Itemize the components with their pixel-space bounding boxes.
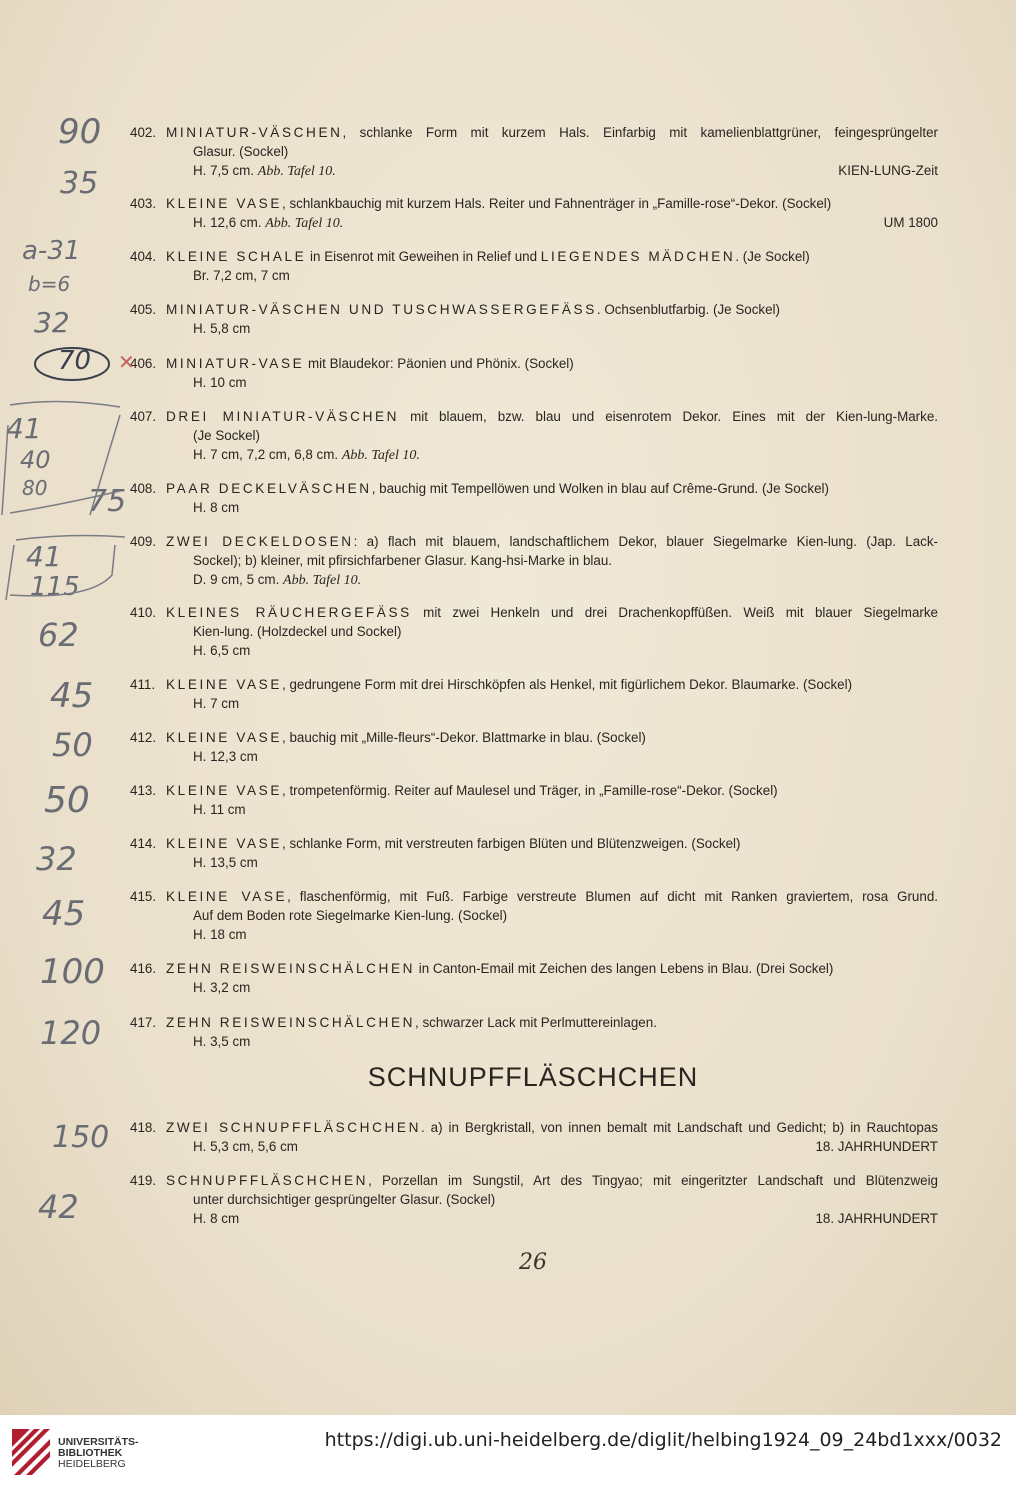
entry-text: mit zwei Henkeln und drei Drachenkopffüßen. Weiß mit blauer Siegelmarke [411, 605, 938, 620]
university-library-logo-icon [10, 1427, 52, 1477]
entry-dimensions: H. 7 cm, 7,2 cm, 6,8 cm. [193, 447, 339, 462]
pencil-annotation: 90 [58, 112, 102, 152]
entry-414 [130, 834, 938, 872]
entry-dimensions: H. 5,8 cm [193, 321, 251, 336]
pencil-bracket-icon [0, 395, 135, 615]
pencil-annotation: 40 [20, 446, 51, 474]
entry-dimensions: H. 12,6 cm. [193, 215, 262, 230]
library-name-line: HEIDELBERG [58, 1458, 126, 1470]
entry-408 [130, 479, 938, 517]
entry-405 [130, 300, 938, 338]
entry-404 [130, 247, 938, 285]
entry-dimensions: H. 3,2 cm [193, 980, 251, 995]
entry-text: , schlanke Form mit kurzem Hals. Einfarbig mit kamelienblattgrüner, feingesprüngelter [342, 125, 938, 140]
entry-title: SCHNUPFFLÄSCHCHEN [166, 1173, 369, 1188]
entry-title: KLEINE VASE [166, 677, 282, 692]
entry-plate-ref: Abb. Tafel 10. [257, 164, 336, 179]
pencil-annotation: a-31 [22, 236, 81, 266]
entry-number: 402. [130, 125, 157, 140]
entry-number: 418. [130, 1120, 157, 1135]
pencil-annotation: 41 [6, 412, 42, 445]
pencil-annotation: 35 [60, 166, 99, 201]
entry-title: MINIATUR-VÄSCHEN UND TUSCHWASSERGEFÄSS [166, 302, 597, 317]
entry-419 [130, 1171, 938, 1228]
entry-402 [130, 123, 938, 181]
entry-text: mit Blaudekor: Päonien und Phönix. (Sockel) [304, 356, 574, 371]
entry-number: 412. [130, 730, 157, 745]
entry-411 [130, 675, 938, 713]
entry-412 [130, 728, 938, 766]
entry-title: ZEHN REISWEINSCHÄLCHEN [166, 961, 416, 976]
entry-text: in Eisenrot mit Geweihen in Relief und [306, 249, 541, 264]
entry-number: 410. [130, 605, 157, 620]
entry-title: KLEINE VASE [166, 836, 282, 851]
entry-410 [130, 603, 938, 660]
entry-dimensions: H. 5,3 cm, 5,6 cm [193, 1139, 298, 1154]
pencil-annotation: 115 [30, 572, 80, 602]
entry-number: 414. [130, 836, 157, 851]
entry-continuation: Kien-lung. (Holzdeckel und Sockel) [193, 624, 402, 639]
pencil-annotation: 75 [88, 484, 127, 519]
library-name-line: UNIVERSITÄTS- [58, 1436, 139, 1448]
entry-text: , bauchig mit Tempellöwen und Wolken in blau auf Crême-Grund. (Je Sockel) [371, 481, 829, 496]
entry-title: KLEINE VASE [166, 889, 288, 904]
entry-dimensions: H. 7 cm [193, 696, 240, 711]
entry-number: 413. [130, 783, 157, 798]
pencil-annotation: 41 [26, 540, 62, 573]
entry-plate-ref: Abb. Tafel 10. [283, 573, 362, 588]
entry-text: , flaschenförmig, mit Fuß. Farbige verstreute Blumen auf dicht mit Ranken graviertem, rosa Grund. [287, 889, 938, 904]
entry-number: 417. [130, 1015, 157, 1030]
entry-413 [130, 781, 938, 819]
pencil-annotation: 120 [40, 1014, 102, 1052]
entry-dimensions: H. 7,5 cm. [193, 163, 255, 178]
entry-dimensions: D. 9 cm, 5 cm. [193, 572, 280, 587]
entry-plate-ref: Abb. Tafel 10. [265, 216, 344, 231]
entry-number: 419. [130, 1173, 157, 1188]
entry-number: 415. [130, 889, 157, 904]
entry-number: 407. [130, 409, 157, 424]
permalink-url[interactable]: https://digi.ub.uni-heidelberg.de/diglit/helbing1924_09_24bd1xxx/0032 [324, 1429, 1002, 1451]
entry-text-2: . (Je Sockel) [735, 249, 810, 264]
entry-406 [130, 354, 938, 392]
entry-continuation: Glasur. (Sockel) [193, 144, 289, 159]
entry-text: , trompetenförmig. Reiter auf Maulesel und Träger, in „Famille-rose“-Dekor. (Sockel) [282, 783, 778, 798]
entry-dimensions: H. 8 cm [193, 500, 240, 515]
entry-title: PAAR DECKELVÄSCHEN [166, 481, 372, 496]
entry-dimensions: H. 18 cm [193, 927, 247, 942]
entry-number: 416. [130, 961, 157, 976]
entry-number: 406. [130, 356, 157, 371]
entry-number: 408. [130, 481, 157, 496]
entry-text: , gedrungene Form mit drei Hirschköpfen als Henkel, mit figürlichem Dekor. Blaumarke. (Sockel) [282, 677, 853, 692]
entry-text: mit blauem, bzw. blau und eisenrotem Dekor. Eines mit der Kien-lung-Marke. [399, 409, 938, 424]
entry-text: . a) in Bergkristall, von innen bemalt mit Landschaft und Gedicht; b) in Rauchtopas [421, 1120, 939, 1135]
library-name [58, 1437, 139, 1470]
entry-date: 18. JAHRHUNDERT [815, 1211, 938, 1226]
pencil-annotation: 42 [38, 1188, 79, 1226]
entry-title: MINIATUR-VÄSCHEN [166, 125, 343, 140]
entry-415 [130, 887, 938, 944]
pencil-annotation: 50 [44, 780, 90, 821]
entry-continuation: unter durchsichtiger gesprüngelter Glasur. (Sockel) [193, 1192, 496, 1207]
entry-title: MINIATUR-VASE [166, 356, 305, 371]
entry-title: ZWEI SCHNUPFFLÄSCHCHEN [166, 1120, 422, 1135]
entry-title: KLEINE SCHALE [166, 249, 307, 264]
pencil-annotation: 32 [36, 840, 77, 878]
entry-dimensions: H. 12,3 cm [193, 749, 258, 764]
entry-continuation: Sockel); b) kleiner, mit pfirsichfarbener Glasur. Kang-hsi-Marke in blau. [193, 553, 612, 568]
pencil-annotation: 80 [22, 476, 48, 500]
entry-418 [130, 1118, 938, 1156]
entry-dimensions: H. 13,5 cm [193, 855, 258, 870]
pencil-annotation: 100 [40, 952, 105, 992]
entry-title: ZEHN REISWEINSCHÄLCHEN [166, 1015, 416, 1030]
pencil-annotation: 45 [50, 676, 94, 716]
entry-title: KLEINES RÄUCHERGEFÄSS [166, 605, 412, 620]
entry-title: KLEINE VASE [166, 730, 282, 745]
pencil-annotation: 62 [38, 616, 79, 654]
entry-number: 411. [130, 677, 156, 692]
pencil-annotation: 50 [52, 726, 93, 764]
entry-date: 18. JAHRHUNDERT [815, 1139, 938, 1154]
entry-dimensions: H. 6,5 cm [193, 643, 251, 658]
entry-title: KLEINE VASE [166, 783, 282, 798]
entry-dimensions: Br. 7,2 cm, 7 cm [193, 268, 290, 283]
entry-dimensions: H. 10 cm [193, 375, 247, 390]
pencil-annotation: 150 [52, 1120, 110, 1155]
entry-title: ZWEI DECKELDOSEN [166, 534, 354, 549]
entry-text: , schwarzer Lack mit Perlmuttereinlagen. [415, 1015, 657, 1030]
red-mark-icon: ✕ [118, 350, 135, 374]
entry-dimensions: H. 8 cm [193, 1211, 240, 1226]
entry-417 [130, 1013, 938, 1051]
entry-text: , Porzellan im Sungstil, Art des Tingyao; mit eingeritzter Landschaft und Blütenzweig [368, 1173, 938, 1188]
pencil-annotation: b=6 [28, 272, 71, 296]
entry-text: : a) flach mit blauem, landschaftlichem Dekor, blauer Siegelmarke Kien-lung. (Jap. Lack- [353, 534, 938, 549]
entry-text: . Ochsenblutfarbig. (Je Sockel) [596, 302, 780, 317]
entry-continuation: (Je Sockel) [193, 428, 260, 443]
section-title: SCHNUPFFLÄSCHCHEN [367, 1062, 699, 1092]
entry-text: , schlankbauchig mit kurzem Hals. Reiter und Fahnenträger in „Famille-rose“-Dekor. (Sockel) [282, 196, 832, 211]
entry-date: KIEN-LUNG-Zeit [838, 163, 938, 178]
entry-text: in Canton-Email mit Zeichen des langen Lebens in Blau. (Drei Sockel) [415, 961, 834, 976]
entry-text: , bauchig mit „Mille-fleurs“-Dekor. Blattmarke in blau. (Sockel) [282, 730, 646, 745]
entry-403 [130, 194, 938, 233]
entry-dimensions: H. 11 cm [193, 802, 246, 817]
entry-number: 403. [130, 196, 157, 211]
library-name-line: BIBLIOTHEK [58, 1447, 123, 1459]
entry-title-2: LIEGENDES MÄDCHEN [540, 249, 736, 264]
page-number: 26 [519, 1250, 547, 1275]
entry-number: 404. [130, 249, 157, 264]
pencil-annotation: 32 [34, 306, 70, 339]
pencil-annotation: 70 [58, 346, 92, 376]
footer-bar [0, 1415, 1016, 1492]
entry-text: , schlanke Form, mit verstreuten farbigen Blüten und Blütenzweigen. (Sockel) [282, 836, 741, 851]
entry-dimensions: H. 3,5 cm [193, 1034, 251, 1049]
entry-title: KLEINE VASE [166, 196, 282, 211]
entry-plate-ref: Abb. Tafel 10. [341, 448, 420, 463]
pencil-annotation: 45 [42, 894, 86, 934]
entry-409 [130, 532, 938, 590]
entry-number: 405. [130, 302, 157, 317]
entry-407 [130, 407, 938, 465]
entry-title: DREI MINIATUR-VÄSCHEN [166, 409, 400, 424]
entry-416 [130, 959, 938, 997]
entry-date: UM 1800 [883, 215, 938, 230]
entry-continuation: Auf dem Boden rote Siegelmarke Kien-lung. (Sockel) [193, 908, 508, 923]
entry-number: 409. [130, 534, 157, 549]
